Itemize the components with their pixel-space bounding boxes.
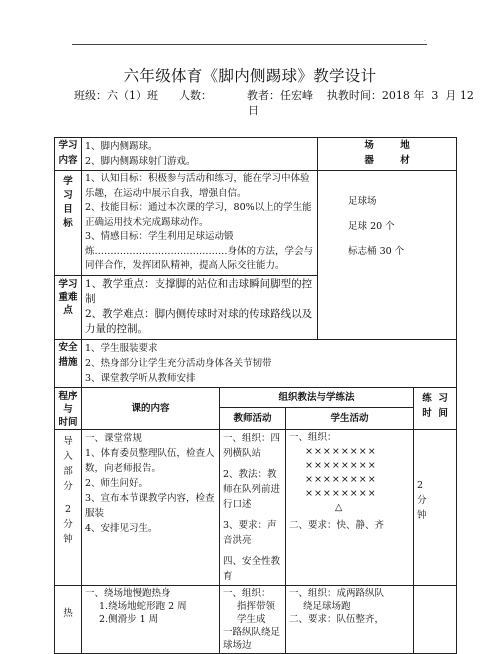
goals-label: 学 习 目 标 <box>55 171 82 276</box>
key-points-cell <box>82 275 318 339</box>
class-info-line: 班级：六（1）班 人数： 教者：任宏峰 执教时间：2018 年 3 月 12 <box>74 89 474 102</box>
warmup-student-cell <box>286 585 414 653</box>
safety-cell <box>82 339 457 387</box>
equipment-item: 标志桶 30 个 <box>348 246 405 257</box>
intro-time-cell: 2 分 钟 <box>414 429 457 585</box>
formation-grid <box>289 445 410 501</box>
content-line: 一、绕场地慢跑热身 <box>85 587 171 599</box>
formation-row: ×××××××× <box>305 487 377 499</box>
goal-item: 2、技能目标：通过本次课的学习，80%以上的学生能正确运用技术完成踢球动作。 <box>85 202 312 228</box>
teacher-line: 一路纵队绕足球场边 <box>223 626 281 651</box>
key-point: 1、教学重点：支撑脚的站位和击球瞬间脚型的控制 <box>85 277 313 305</box>
content-line: 2.侧滑步 1 周 <box>99 613 159 625</box>
header-rule <box>72 44 427 45</box>
col-time-header: 练 习 时 间 <box>414 387 457 429</box>
col-content-header: 课的内容 <box>82 387 220 429</box>
formation-row: ×××××××× <box>305 459 377 471</box>
student-line: 一、组织： <box>289 431 337 443</box>
class-info-line-2: 日 <box>248 104 259 117</box>
student-line: 一、组织：成两路纵队 <box>289 587 385 599</box>
col-teacher-header: 教师活动 <box>220 407 286 429</box>
warmup-order-cell: 热 <box>55 585 82 653</box>
student-line: 绕足球场跑 <box>303 600 351 612</box>
goal-item: 3、情感目标：学生利用足球运动锻炼……………………………………身体的方法，学会与同伴合作，发挥团队精神，提高人际交往能力。 <box>85 231 314 271</box>
safety-item: 2、热身部分让学生充分活动身体各关节韧带 <box>85 357 272 369</box>
content-cell <box>82 138 318 171</box>
col-student-header: 学生活动 <box>286 407 414 429</box>
key-points-label: 学习 重难 点 <box>55 275 82 339</box>
venue-label: 场 地 器 材 <box>318 138 457 171</box>
equipment-item: 足球场 <box>348 196 377 207</box>
teacher-line: 四、安全性教育 <box>223 555 281 582</box>
col-method-header: 组织教法与学练法 <box>220 387 414 407</box>
teacher-position-mark: △ <box>335 501 343 513</box>
warmup-content-cell <box>82 585 220 653</box>
col-order-header: 程序 与 时间 <box>55 387 82 429</box>
student-line: 二、要求：快、静、齐 <box>289 519 385 531</box>
formation-row: ×××××××× <box>305 445 377 457</box>
intro-teacher-cell <box>220 429 286 585</box>
content-item: 1、脚内侧踢球。 <box>85 141 158 152</box>
formation-row: ×××××××× <box>305 473 377 485</box>
content-line: 一、课堂常规 <box>85 432 143 444</box>
content-line: 1、体育委员整理队伍，检查人数，向老师报告。 <box>85 447 215 474</box>
key-point: 2、教学难点：脚内侧传球时对球的传球路线以及力量的控制。 <box>85 307 313 335</box>
teacher-line: 3、要求：声音洪亮 <box>223 519 277 546</box>
warmup-teacher-cell <box>220 585 286 653</box>
content-item: 2、脚内侧踢球射门游戏。 <box>85 156 196 167</box>
safety-item: 3、课堂教学听从教师安排 <box>85 372 196 384</box>
lesson-plan-table <box>54 137 457 654</box>
content-label: 学习 内容 <box>55 138 82 171</box>
teacher-line: 指挥带领学生成 <box>237 600 276 625</box>
intro-student-cell <box>286 429 414 585</box>
equipment-cell <box>318 171 457 340</box>
teacher-line: 2、教法：教师在队列前进行口述 <box>223 468 281 510</box>
intro-content-cell <box>82 429 220 585</box>
equipment-item: 足球 20 个 <box>348 221 395 232</box>
teacher-line: 一、组织： <box>223 587 271 599</box>
safety-label: 安全 措施 <box>55 339 82 387</box>
content-line: 3、宣布本节课教学内容，检查服装 <box>85 492 215 519</box>
intro-order-cell: 导 入 部 分 2 分 钟 <box>55 429 82 585</box>
content-line: 4、安排见习生。 <box>85 522 158 534</box>
goals-cell <box>82 171 318 276</box>
teacher-line: 一、组织：四列横队站 <box>223 432 281 459</box>
content-line: 2、师生问好。 <box>85 477 149 489</box>
header-dot: · <box>424 38 426 45</box>
document-title: 六年级体育《脚内侧踢球》教学设计 <box>123 67 377 85</box>
goal-item: 1、认知目标：积极参与活动和练习，能在学习中体验乐趣，在运动中展示自我，增强自信。 <box>85 173 310 199</box>
safety-item: 1、学生服装要求 <box>85 342 158 354</box>
student-line: 二、要求：队伍整齐， <box>289 613 385 625</box>
content-line: 1.绕场地蛇形跑 2 周 <box>99 600 187 612</box>
warmup-time-cell <box>414 585 457 653</box>
